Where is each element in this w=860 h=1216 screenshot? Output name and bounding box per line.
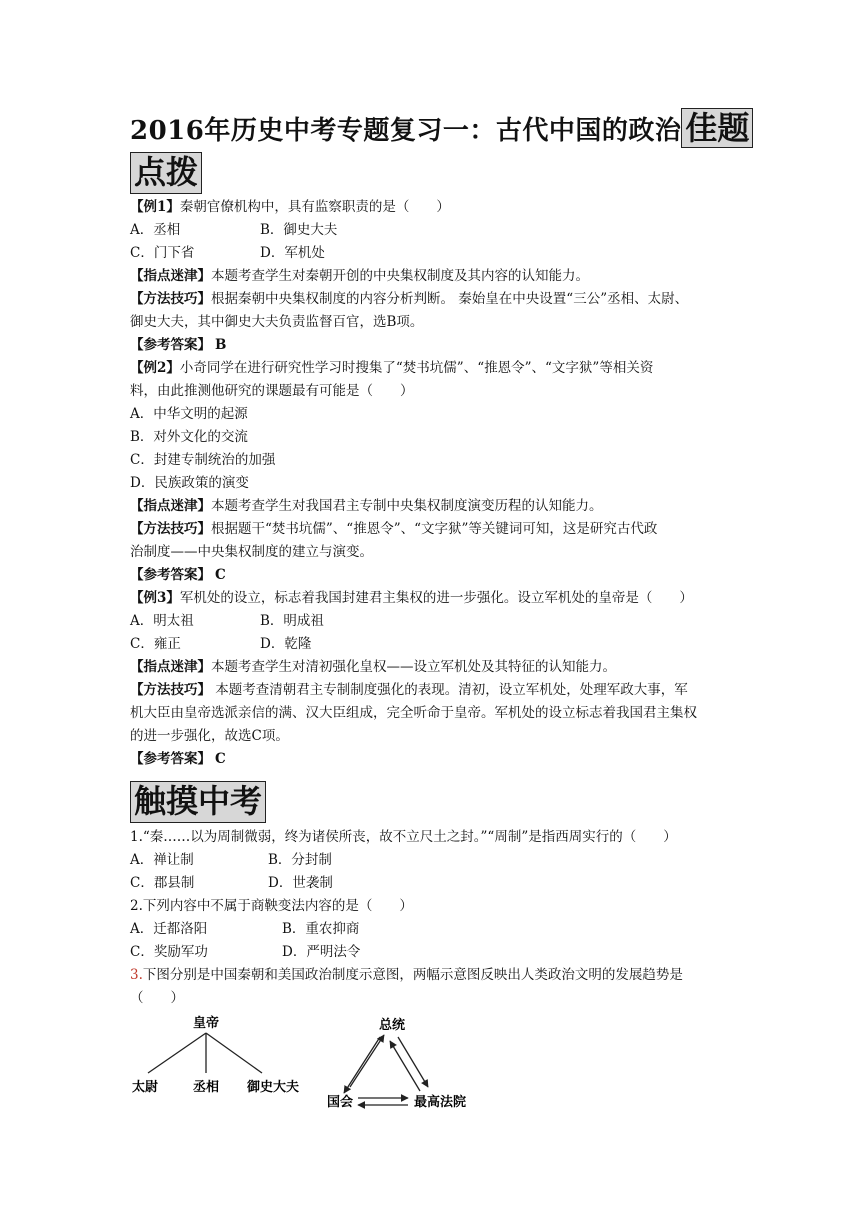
example-1-method-line-2: 御史大夫，其中御史大夫负责监督百官，选B项。 — [130, 314, 424, 330]
example-2-method-line-1: 【方法技巧】根据题干“焚书坑儒”、“推恩令”、“文字狱”等关键词可知，这是研究古代政 — [130, 521, 658, 537]
us-court-label: 最高法院 — [413, 1095, 467, 1110]
section-heading: 触摸中考 — [130, 781, 266, 823]
question-1-option-b: B．分封制 — [268, 852, 332, 868]
question-2-option-a: A．迁都洛阳 — [130, 921, 208, 937]
example-3-method-line-2: 机大臣由皇帝选派亲信的满、汉大臣组成，完全听命于皇帝。军机处的设立标志着我国君主集权 — [130, 705, 697, 721]
example-3-question: 【例3】军机处的设立，标志着我国封建君主集权的进一步强化。设立军机处的皇帝是（ ） — [130, 590, 693, 606]
example-2-question-line-1: 【例2】小奇同学在进行研究性学习时搜集了“焚书坑儒”、“推恩令”、“文字狱”等相关资 — [130, 360, 654, 376]
question-2-option-b: B．重农抑商 — [282, 921, 360, 937]
example-3-option-a: A．明太祖 — [130, 613, 194, 629]
example-3-option-d: D．乾隆 — [260, 636, 312, 652]
page-title — [130, 108, 750, 150]
qin-emperor-label: 皇帝 — [192, 1016, 220, 1031]
question-3-number: 3. — [130, 967, 143, 983]
example-1-method-line-1: 【方法技巧】根据秦朝中央集权制度的内容分析判断。 秦始皇在中央设置“三公”丞相、太尉、 — [130, 291, 689, 307]
example-2-option-b: B．对外文化的交流 — [130, 429, 248, 445]
example-1-option-a: A．丞相 — [130, 222, 181, 238]
example-1-text: 秦朝官僚机构中，具有监察职责的是（ ） — [179, 199, 450, 215]
question-2-option-c: C．奖励军功 — [130, 944, 208, 960]
question-3: 3.下图分别是中国秦朝和美国政治制度示意图，两幅示意图反映出人类政治文明的发展趋势是 — [130, 967, 683, 983]
example-1-option-b: B．御史大夫 — [260, 222, 338, 238]
qin-chengxiang-label: 丞相 — [192, 1080, 220, 1095]
us-diagram — [327, 1017, 466, 1110]
qin-yushi-label: 御史大夫 — [246, 1080, 300, 1095]
example-1-option-c: C．门下省 — [130, 245, 195, 261]
example-3-answer: 【参考答案】 C — [130, 751, 226, 767]
example-1-label: 【例1】 — [130, 199, 180, 215]
question-1-option-a: A．禅让制 — [130, 852, 194, 868]
qin-line-right — [206, 1033, 262, 1073]
title-text: 2016年历史中考专题复习一：古代中国的政治 — [130, 116, 682, 146]
question-2-option-d: D．严明法令 — [282, 944, 361, 960]
example-1-answer: 【参考答案】 B — [130, 337, 227, 353]
example-2-tip: 【指点迷津】本题考查学生对我国君主专制中央集权制度演变历程的认知能力。 — [130, 498, 603, 514]
us-congress-label: 国会 — [326, 1095, 354, 1110]
example-1-tip: 【指点迷津】本题考查学生对秦朝开创的中央集权制度及其内容的认知能力。 — [130, 268, 589, 284]
us-president-label: 总统 — [378, 1018, 406, 1033]
political-system-diagrams — [0, 1005, 860, 1125]
qin-diagram — [132, 1015, 299, 1095]
qin-line-left — [148, 1033, 206, 1073]
title-box-dianbo: 点拨 — [130, 152, 202, 194]
qin-taiwei-label: 太尉 — [131, 1080, 159, 1095]
example-1-question — [130, 196, 450, 218]
question-1-option-c: C．郡县制 — [130, 875, 195, 891]
example-3-method-line-1: 【方法技巧】 本题考查清朝君主专制制度强化的表现。清初，设立军机处，处理军政大事，军 — [130, 682, 688, 698]
question-1-option-d: D．世袭制 — [268, 875, 333, 891]
example-2-option-c: C．封建专制统治的加强 — [130, 452, 276, 468]
example-3-method-line-3: 的进一步强化，故选C项。 — [130, 728, 289, 744]
example-2-option-a: A．中华文明的起源 — [130, 406, 248, 422]
example-1-option-d: D．军机处 — [260, 245, 325, 261]
example-2-option-d: D．民族政策的演变 — [130, 475, 249, 491]
example-3-option-b: B．明成祖 — [260, 613, 324, 629]
title-box-jiati: 佳题 — [681, 108, 753, 148]
example-3-tip: 【指点迷津】本题考查学生对清初强化皇权——设立军机处及其特征的认知能力。 — [130, 659, 616, 675]
example-2-method-line-2: 治制度——中央集权制度的建立与演变。 — [130, 544, 373, 560]
question-3-bracket: （ ） — [130, 990, 184, 1006]
example-2-question-line-2: 料，由此推测他研究的课题最有可能是（ ） — [130, 383, 414, 399]
example-2-answer: 【参考答案】 C — [130, 567, 226, 583]
question-2: 2.下列内容中不属于商鞅变法内容的是（ ） — [130, 898, 413, 914]
example-3-option-c: C．雍正 — [130, 636, 181, 652]
question-1: 1.“秦……以为周制微弱，终为诸侯所丧，故不立尺土之封。”“周制”是指西周实行的（ ） — [130, 829, 677, 845]
